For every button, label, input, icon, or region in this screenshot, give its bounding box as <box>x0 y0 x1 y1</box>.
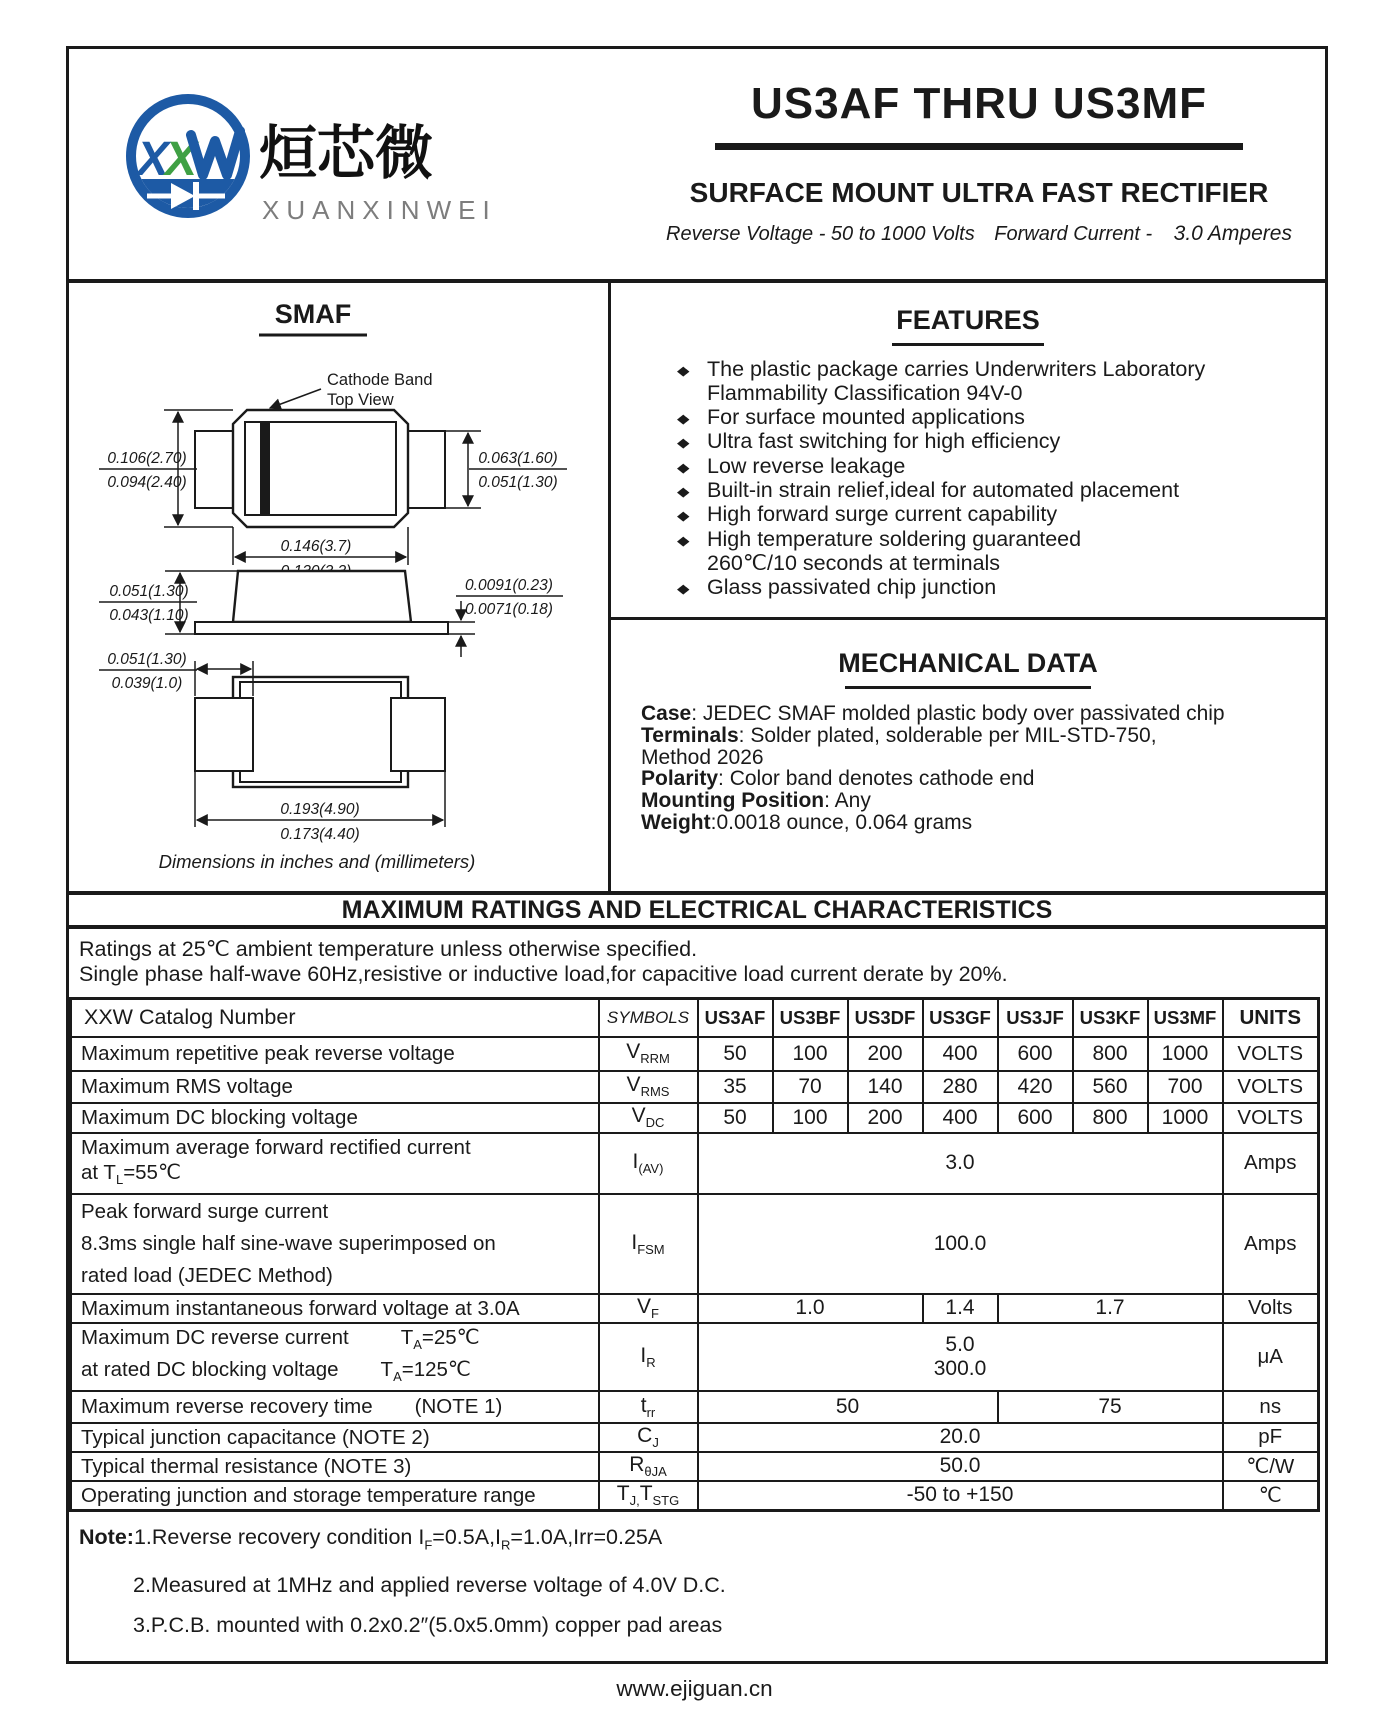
diamond-bullet-icon: ◆ <box>677 484 690 500</box>
table-row-ir: Maximum DC reverse current $T_A=25℃$ at rated DC blocking voltage $T_A=125℃$ $I_R$ 5.0 300.0 μA <box>71 1323 1319 1391</box>
logo-circle-icon <box>131 99 245 213</box>
col-units: UNITS <box>1223 999 1319 1037</box>
features-mechanical-divider <box>611 617 1325 620</box>
feature-item-cont: 260℃/10 seconds at terminals <box>707 551 1001 576</box>
title-block <box>629 79 1329 246</box>
mechanical-data <box>641 703 1325 834</box>
features-mechanical-panel <box>611 279 1325 893</box>
tagline-amperes: 3.0 Amperes <box>1173 222 1292 245</box>
dim-overall-length-max: 0.193(4.90) <box>280 801 360 818</box>
package-outline-drawing <box>69 279 608 893</box>
features-underline <box>892 343 1044 346</box>
logo-letter-x1: X <box>137 133 170 186</box>
dim-overall-length-min: 0.173(4.40) <box>280 826 360 843</box>
table-row-rthja: Typical thermal resistance (NOTE 3) $R_{\theta JA}$ 50.0 ℃/W <box>71 1452 1319 1481</box>
dimensions-caption: Dimensions in inches and (millimeters) <box>158 851 476 872</box>
mech-weight: Weight:0.0018 ounce, 0.064 grams <box>641 811 973 835</box>
table-row-iav: Maximum average forward rectified current at $T_L=55℃$ $I_{(AV)}$ 3.0 Amps <box>71 1133 1319 1194</box>
brand-latin: XUANXINWEI <box>262 195 497 225</box>
feature-item: ◆ Low reverse leakage <box>677 453 906 478</box>
ratings-condition-1: Ratings at 25℃ ambient temperature unless otherwise specified. <box>79 937 698 961</box>
features-list <box>611 358 1325 600</box>
notes-block <box>79 1517 726 1645</box>
callout-top-view: Top View <box>327 391 394 409</box>
part-subtitle: SURFACE MOUNT ULTRA FAST RECTIFIER <box>689 177 1269 208</box>
tagline-forward-current: Forward Current - <box>994 223 1153 245</box>
mech-polarity: Polarity: Color band denotes cathode end <box>641 767 1035 791</box>
dim-lead-width-max: 0.063(1.60) <box>478 450 558 467</box>
title-underline <box>715 143 1243 150</box>
diamond-bullet-icon: ◆ <box>677 363 690 378</box>
table-row-vrms: Maximum RMS voltage $V_{RMS}$ 35 70 140 280 420 560 700 VOLTS <box>71 1071 1319 1103</box>
tagline-reverse-voltage: Reverse Voltage - 50 to 1000 Volts <box>666 223 975 245</box>
brand-chinese: 烜芯微 <box>259 121 434 186</box>
col-catalog: XXW Catalog Number <box>71 999 599 1037</box>
note-1: Note:1.Reverse recovery condition $I_F=0.5A,I_R=1.0A,Irr=0.25A$ <box>79 1525 663 1553</box>
table-row-cj: Typical junction capacitance (NOTE 2) $C_J$ 20.0 pF <box>71 1423 1319 1452</box>
ratings-tagline <box>629 222 1329 246</box>
part-number-title: US3AF THRU US3MF <box>750 79 1208 128</box>
dim-body-height-max: 0.106(2.70) <box>107 450 187 467</box>
feature-item: ◆ High temperature soldering guaranteed <box>677 526 1082 551</box>
col-us3af: US3AF <box>698 999 773 1037</box>
ratings-conditions <box>79 937 1317 987</box>
col-us3df: US3DF <box>848 999 923 1037</box>
col-us3jf: US3JF <box>998 999 1073 1037</box>
dim-side-height-min: 0.043(1.10) <box>109 607 189 624</box>
table-row-vf: Maximum instantaneous forward voltage at 3.0A $V_F$ 1.0 1.4 1.7 Volts <box>71 1294 1319 1323</box>
diamond-bullet-icon: ◆ <box>677 508 690 524</box>
table-row-vrrm: Maximum repetitive peak reverse voltage $V_{RRM}$ 50 100 200 400 600 800 1000 VOLTS <box>71 1037 1319 1071</box>
package-name: SMAF <box>274 299 352 329</box>
cathode-band <box>260 422 270 515</box>
page-footer <box>0 1676 1389 1702</box>
note-3: 3.P.C.B. mounted with 0.2x0.2″(5.0x5.0mm) copper pad areas <box>133 1613 723 1638</box>
mech-case: Case: JEDEC SMAF molded plastic body over passivated chip <box>641 702 1225 726</box>
col-us3gf: US3GF <box>923 999 998 1037</box>
col-symbols: SYMBOLS <box>599 999 698 1037</box>
diamond-bullet-icon: ◆ <box>677 532 690 548</box>
dim-pad-length-max: 0.051(1.30) <box>107 651 187 668</box>
feature-item: ◆ Built-in strain relief,ideal for automated placement <box>677 478 1180 503</box>
features-heading: FEATURES <box>896 305 1040 335</box>
feature-item: ◆ Glass passivated chip junction <box>677 574 997 599</box>
diamond-bullet-icon: ◆ <box>677 580 690 596</box>
side-view <box>99 571 563 657</box>
dim-lead-thickness-max: 0.0091(0.23) <box>465 577 553 594</box>
mechanical-underline <box>845 686 1091 689</box>
col-us3mf: US3MF <box>1148 999 1223 1037</box>
ratings-table <box>69 997 1320 1512</box>
feature-item: ◆ Ultra fast switching for high efficiency <box>677 429 1061 454</box>
feature-item: ◆ The plastic package carries Underwriters Laboratory <box>677 357 1206 381</box>
dim-lead-thickness-min: 0.0071(0.18) <box>465 601 553 618</box>
feature-item: ◆ High forward surge current capability <box>677 502 1058 527</box>
page-border <box>66 46 1328 1664</box>
table-row-vdc: Maximum DC blocking voltage $V_{DC}$ 50 100 200 400 600 800 1000 VOLTS <box>71 1103 1319 1133</box>
table-row-tjtstg: Operating junction and storage temperature range $T_{J,}T_{STG}$ -50 to +150 ℃ <box>71 1481 1319 1511</box>
diamond-bullet-icon: ◆ <box>677 410 690 426</box>
top-view <box>99 371 567 580</box>
logo-letter-x2: X <box>165 133 198 186</box>
bottom-view <box>99 651 445 843</box>
dim-side-height-max: 0.051(1.30) <box>109 583 189 600</box>
dim-lead-width-min: 0.051(1.30) <box>478 474 558 491</box>
diamond-bullet-icon: ◆ <box>677 459 690 475</box>
mech-method: Method 2026 <box>641 745 764 769</box>
company-logo <box>107 83 577 248</box>
col-us3bf: US3BF <box>773 999 848 1037</box>
ratings-section-heading: MAXIMUM RATINGS AND ELECTRICAL CHARACTERISTICS <box>69 891 1325 929</box>
mech-terminals: Terminals: Solder plated, solderable per MIL-STD-750, <box>641 723 1157 747</box>
mech-mounting: Mounting Position: Any <box>641 789 871 813</box>
website-link[interactable]: www.ejiguan.cn <box>616 1676 773 1701</box>
note-2: 2.Measured at 1MHz and applied reverse voltage of 4.0V D.C. <box>133 1573 726 1598</box>
package-drawing-panel <box>69 279 608 893</box>
dim-body-height-min: 0.094(2.40) <box>107 474 187 491</box>
mechanical-heading: MECHANICAL DATA <box>838 648 1098 679</box>
callout-cathode-band: Cathode Band <box>327 371 433 389</box>
col-us3kf: US3KF <box>1073 999 1148 1037</box>
table-row-trr: Maximum reverse recovery time (NOTE 1) $t_{rr}$ 50 75 ns <box>71 1391 1319 1423</box>
feature-item: ◆ For surface mounted applications <box>677 404 1025 429</box>
table-row-ifsm: Peak forward surge current 8.3ms single half sine-wave superimposed on rated load (JEDEC Method) $I_{FSM}$ 100.0 Amps <box>71 1194 1319 1294</box>
ratings-condition-2: Single phase half-wave 60Hz,resistive or inductive load,for capacitive load current derate by 20%. <box>79 962 1008 986</box>
table-header-row <box>71 999 1319 1037</box>
dim-body-width-max: 0.146(3.7) <box>280 538 352 555</box>
diamond-bullet-icon: ◆ <box>677 435 690 451</box>
feature-item-cont: Flammability Classification 94V-0 <box>707 381 1023 406</box>
dim-pad-length-min: 0.039(1.0) <box>111 675 183 692</box>
